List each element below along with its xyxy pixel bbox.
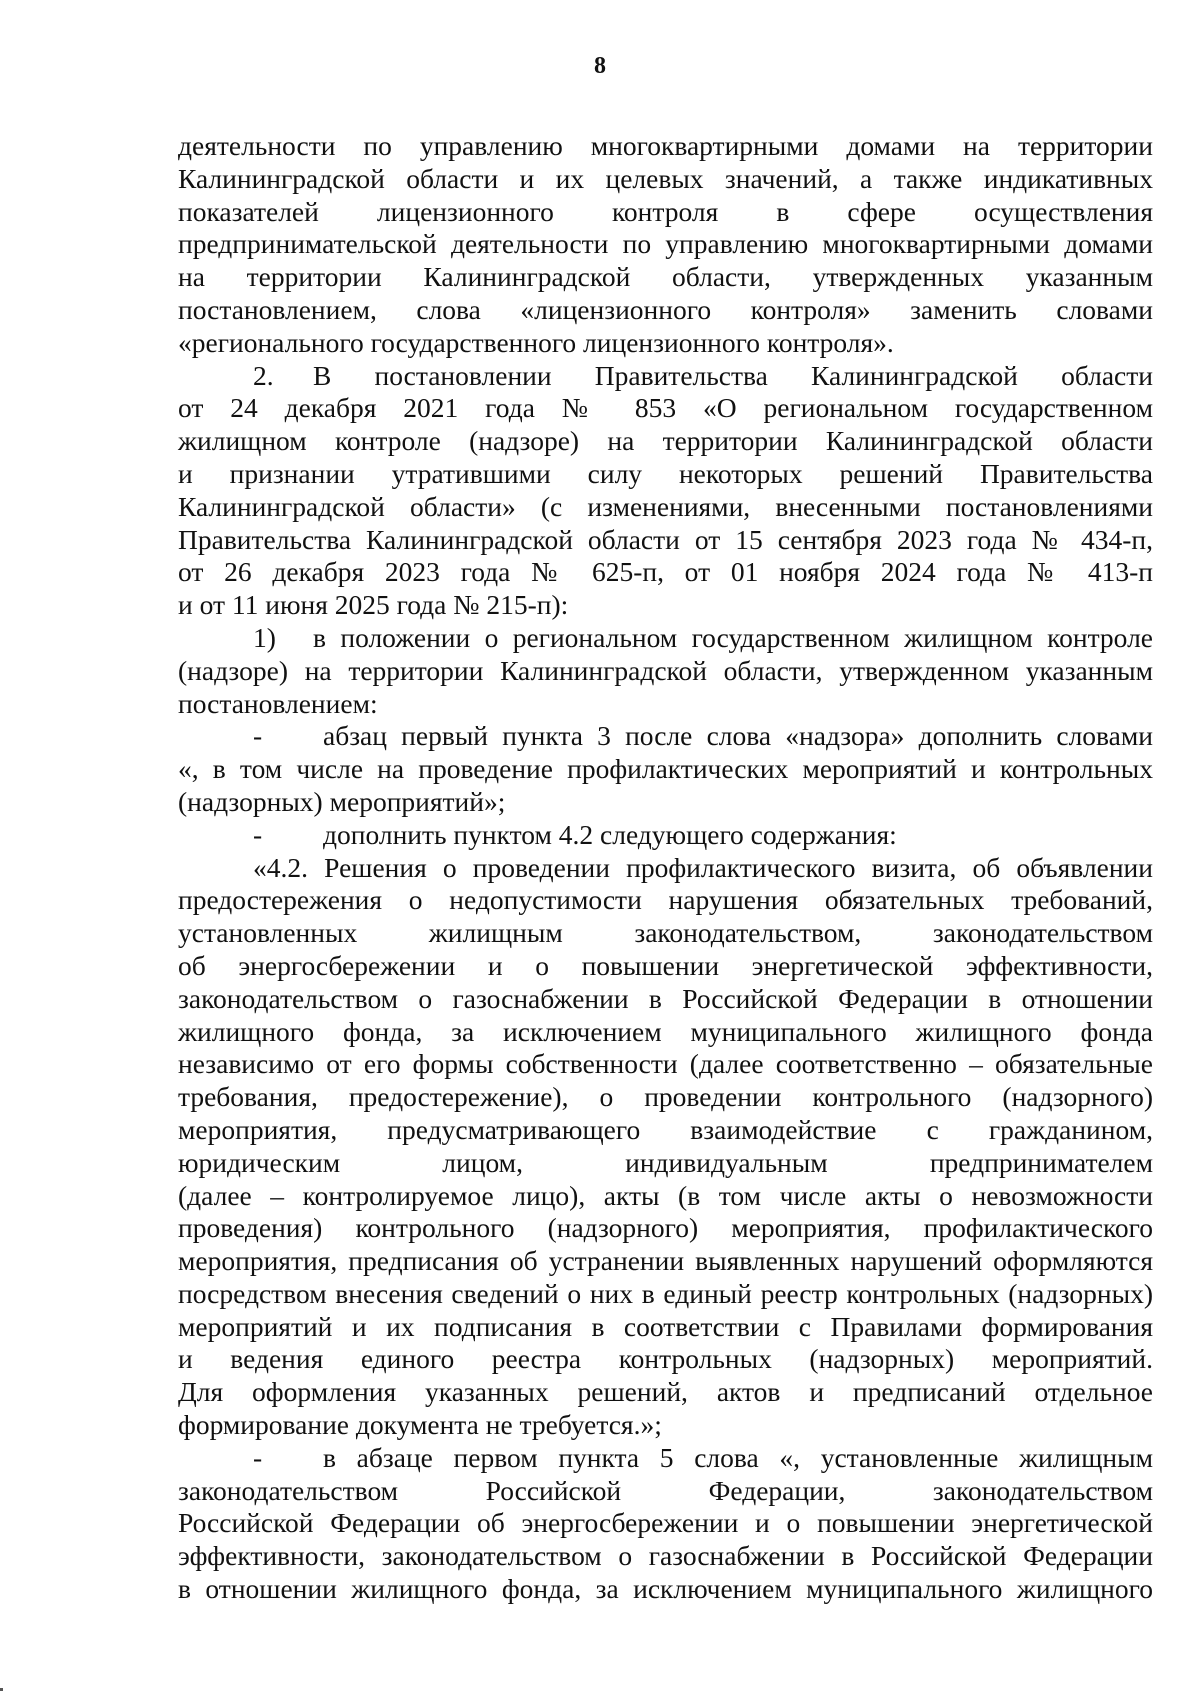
text-line: Российской Федерации об энергосбережении и о повышении энергетической (178, 1507, 1153, 1539)
item-text: В постановлении Правительства Калининградской области (313, 359, 1153, 391)
text-line: законодательством о газоснабжении в Российской Федерации в отношении (178, 982, 1153, 1014)
item-text: в положении о региональном государственном жилищном контроле (313, 621, 1153, 653)
text-line: установленных жилищным законодательством, законодательством (178, 917, 1153, 949)
text-line: независимо от его формы собственности (далее соответственно – обязательные (178, 1048, 1153, 1080)
text-line: Калининградской области» (с изменениями, внесенными постановлениями (178, 490, 1153, 522)
text-line: «, в том числе на проведение профилактических мероприятий и контрольных (178, 753, 1153, 785)
text-line: эффективности, законодательством о газоснабжении в Российской Федерации (178, 1540, 1153, 1572)
dash-marker: - (253, 1441, 263, 1473)
text-line: и ведения единого реестра контрольных (надзорных) мероприятий. (178, 1343, 1153, 1375)
text-line: мероприятий и их подписания в соответствии с Правилами формирования (178, 1310, 1153, 1342)
item-text: в абзаце первом пункта 5 слова «, установленные жилищным (323, 1441, 1153, 1473)
text-line: и признании утратившими силу некоторых решений Правительства (178, 457, 1153, 489)
text-line: на территории Калининградской области, утвержденных указанным (178, 261, 1153, 293)
dash-line (178, 819, 1153, 852)
numbered-line (178, 622, 1153, 655)
indented-line: «4.2. Решения о проведении профилактического визита, об объявлении (253, 851, 1153, 883)
scan-artifact (0, 1688, 3, 1691)
text-line: в отношении жилищного фонда, за исключением муниципального жилищного (178, 1573, 1153, 1605)
text-line: жилищного фонда, за исключением муниципального жилищного фонда (178, 1015, 1153, 1047)
item-number: 2. (253, 359, 274, 391)
text-line: показателей лицензионного контроля в сфере осуществления (178, 195, 1153, 227)
text-line: законодательством Российской Федерации, законодательством (178, 1474, 1153, 1506)
text-line: мероприятия, предусматривающего взаимодействие с гражданином, (178, 1113, 1153, 1145)
item-text: дополнить пунктом 4.2 следующего содержания: (323, 818, 897, 850)
text-line: постановлением: (178, 687, 378, 719)
text-line: юридическим лицом, индивидуальным предпринимателем (178, 1146, 1153, 1178)
text-line: формирование документа не требуется.»; (178, 1409, 662, 1441)
text-line: Калининградской области и их целевых значений, а также индикативных (178, 162, 1153, 194)
text-line: от 24 декабря 2021 года № 853 «О региональном государственном (178, 392, 1153, 424)
page-number: 8 (594, 53, 606, 79)
text-line: посредством внесения сведений о них в единый реестр контрольных (надзорных) (178, 1277, 1153, 1309)
text-line: предпринимательской деятельности по управлению многоквартирными домами (178, 228, 1153, 260)
text-line: «регионального государственного лицензионного контроля». (178, 326, 894, 358)
text-line: Для оформления указанных решений, актов и предписаний отдельное (178, 1376, 1153, 1408)
text-line: Правительства Калининградской области от 15 сентября 2023 года № 434-п, (178, 523, 1153, 555)
text-line: и от 11 июня 2025 года № 215-п): (178, 589, 569, 621)
document-body (178, 130, 1153, 1606)
text-line: мероприятия, предписания об устранении выявленных нарушений оформляются (178, 1245, 1153, 1277)
text-line: (надзорных) мероприятий»; (178, 785, 506, 817)
text-line: деятельности по управлению многоквартирными домами на территории (178, 130, 1153, 161)
text-line: об энергосбережении и о повышении энергетической эффективности, (178, 949, 1153, 981)
dash-marker: - (253, 720, 263, 752)
text-line: (далее – контролируемое лицо), акты (в том числе акты о невозможности (178, 1179, 1153, 1211)
text-line: от 26 декабря 2023 года № 625-п, от 01 ноября 2024 года № 413-п (178, 556, 1153, 588)
item-number: 1) (253, 621, 276, 653)
dash-line (178, 720, 1153, 753)
text-line: жилищном контроле (надзоре) на территории Калининградской области (178, 425, 1153, 457)
text-line: (надзоре) на территории Калининградской области, утвержденном указанным (178, 654, 1153, 686)
text-line: требования, предостережение), о проведении контрольного (надзорного) (178, 1081, 1153, 1113)
dash-line (178, 1442, 1153, 1475)
item-text: абзац первый пункта 3 после слова «надзора» дополнить словами (323, 720, 1153, 752)
text-line: постановлением, слова «лицензионного контроля» заменить словами (178, 293, 1153, 325)
numbered-line (178, 360, 1153, 393)
text-line: предостережения о недопустимости нарушения обязательных требований, (178, 884, 1153, 916)
dash-marker: - (253, 818, 263, 850)
text-line: проведения) контрольного (надзорного) мероприятия, профилактического (178, 1212, 1153, 1244)
